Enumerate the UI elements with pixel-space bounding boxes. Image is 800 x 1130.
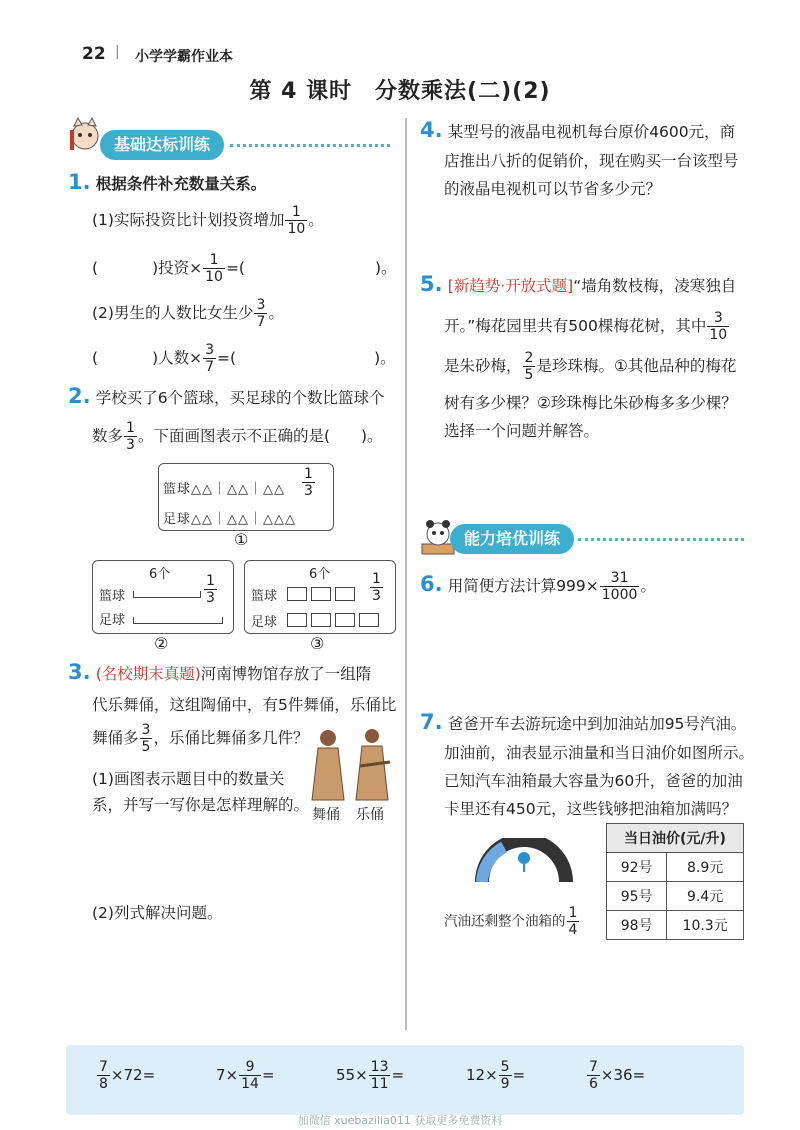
figurine-label-music: 乐俑	[356, 807, 384, 823]
fig3-box	[359, 613, 379, 627]
q5-tag: [新趋势·开放式题]	[447, 277, 574, 295]
table-cell: 9.4元	[667, 882, 744, 911]
calc-item	[586, 1059, 645, 1092]
fraction	[707, 310, 729, 343]
fig2-bar2	[133, 617, 223, 624]
section-basic-tag: 基础达标训练	[100, 130, 224, 160]
table-cell: 98号	[607, 911, 667, 940]
table-header: 当日油价(元/升)	[607, 824, 744, 853]
q2-line2b: 。下面画图表示不正确的是( )。	[137, 427, 383, 445]
q1-blank2[interactable]	[92, 342, 402, 375]
q7-number: 7.	[420, 710, 443, 734]
numerator: 1	[126, 420, 135, 436]
fig3-box	[311, 613, 331, 627]
blank-eq: =(	[225, 259, 245, 277]
denominator: 8	[99, 1076, 108, 1092]
q6-number: 6.	[420, 572, 443, 596]
calc-post: ×72=	[110, 1066, 156, 1084]
fraction	[302, 466, 315, 499]
blank-open: (	[92, 259, 99, 277]
fraction	[369, 1059, 391, 1092]
section-dots	[230, 144, 390, 147]
q2-line2	[92, 420, 383, 453]
denominator: 10	[709, 327, 728, 343]
q5-line3b: 是珍珠梅。①其他品种的梅花	[536, 357, 737, 375]
numerator: 2	[524, 350, 534, 366]
q1-part2-text: (2)男生的人数比女生少	[92, 304, 254, 322]
denominator: 11	[370, 1076, 389, 1092]
numerator: 1	[206, 573, 215, 589]
q2-number: 2.	[68, 384, 91, 408]
q3-line3b: ，乐俑比舞俑多几件？	[153, 729, 309, 747]
q3-tag: (名校期末真题)	[95, 665, 201, 683]
q5-line2	[444, 310, 730, 343]
footer-watermark: 加微信 xuebazilia011 获取更多免费资料	[297, 1114, 503, 1127]
q1-part1-text: (1)实际投资比计划投资增加	[92, 211, 285, 229]
blank-close: )。	[374, 349, 396, 367]
numerator: 3	[205, 342, 215, 358]
denominator: 1000	[601, 587, 638, 603]
fig2-row2: 足球	[99, 613, 126, 628]
q1-part1	[92, 204, 324, 237]
denominator: 14	[241, 1076, 259, 1092]
fig3-box	[287, 613, 307, 627]
q3-number: 3.	[68, 660, 91, 684]
blank-mid: )投资×	[152, 259, 203, 277]
table-cell: 95号	[607, 882, 667, 911]
q6-tail: 。	[640, 577, 656, 595]
q3-line2: 代乐舞俑，这组陶俑中，有5件舞俑，乐俑比	[92, 696, 397, 714]
q1-part2	[92, 297, 284, 330]
q2-figure2	[92, 560, 234, 634]
calc-pre: 55×	[336, 1066, 368, 1084]
fraction	[587, 1059, 600, 1092]
calc-item	[216, 1059, 275, 1092]
numerator: 3	[141, 722, 151, 738]
denominator: 7	[205, 359, 215, 375]
blank-open: (	[92, 349, 99, 367]
numerator: 13	[370, 1059, 389, 1075]
numerator: 1	[285, 204, 307, 221]
q5-line2a: 开。”梅花园里共有500棵梅花树，其中	[444, 317, 707, 335]
denominator: 5	[141, 739, 151, 755]
fraction	[203, 342, 216, 375]
blank-close: )。	[374, 259, 397, 277]
fig3-row2: 足球	[251, 615, 278, 630]
q1-number: 1.	[68, 170, 91, 194]
fig3-box	[311, 587, 331, 601]
fraction	[499, 1059, 512, 1092]
table-row	[607, 911, 744, 940]
q1-block	[68, 170, 266, 197]
fraction	[600, 570, 640, 603]
q6-block	[420, 570, 760, 603]
fraction	[97, 1059, 110, 1092]
q4-line2: 店推出八折的促销价，现在购买一台该型号	[444, 152, 739, 170]
numerator: 9	[239, 1059, 261, 1076]
q7-block	[420, 710, 760, 737]
numerator: 3	[707, 310, 729, 327]
fig3-label: ③	[310, 634, 325, 653]
denominator: 10	[287, 221, 306, 237]
q5-line3	[444, 350, 736, 383]
fraction	[370, 571, 383, 604]
calc-post: ×36=	[600, 1066, 646, 1084]
q3-part1b: 系，并写一写你是怎样理解的。	[92, 796, 310, 814]
table-cell: 92号	[607, 853, 667, 882]
numerator: 1	[304, 466, 313, 482]
q3-part1a: (1)画图表示题目中的数量关	[92, 770, 285, 788]
calc-item	[96, 1059, 155, 1092]
q4-block	[420, 118, 760, 145]
q4-line1: 某型号的液晶电视机每台原价4600元，商	[447, 123, 736, 141]
q1-part2-tail: 。	[268, 304, 284, 322]
blank-eq: =(	[217, 349, 237, 367]
fraction	[567, 905, 580, 938]
q5-block	[420, 272, 760, 299]
fig3-box	[287, 587, 307, 601]
denominator: 4	[568, 922, 578, 938]
denominator: 3	[126, 437, 135, 453]
section-dots	[578, 538, 744, 541]
denominator: 3	[304, 483, 313, 499]
gauge-caption-text: 汽油还剩整个油箱的	[444, 913, 566, 930]
q5-line4: 树有多少棵？②珍珠梅比朱砂梅多多少棵？	[444, 394, 737, 412]
numerator: 5	[500, 1059, 510, 1075]
q2-block	[68, 384, 398, 411]
page-title: 第 4 课时 分数乘法(二)(2)	[249, 79, 551, 104]
fig2-row1: 篮球	[99, 589, 126, 604]
numerator: 3	[256, 297, 266, 313]
calculation-bar	[66, 1045, 744, 1115]
q3-line3	[92, 722, 308, 755]
denominator: 6	[589, 1076, 598, 1092]
table-header-row	[607, 824, 744, 853]
q1-blank1[interactable]	[92, 252, 402, 285]
fraction	[140, 722, 153, 755]
blank-mid: )人数×	[152, 349, 203, 367]
fraction	[124, 420, 137, 453]
denominator: 5	[524, 367, 534, 383]
fraction	[285, 204, 307, 237]
denominator: 9	[500, 1076, 510, 1092]
fraction	[254, 297, 267, 330]
fig3-box	[335, 587, 355, 601]
q1-part1-tail: 。	[308, 211, 324, 229]
q3-line1: 河南博物馆存放了一组隋	[200, 665, 372, 683]
column-divider	[405, 118, 407, 1030]
fig2-count: 6个	[149, 567, 171, 582]
q7-line4: 卡里还有450元，这些钱够把油箱加满吗？	[444, 800, 738, 818]
book-title: 小学学霸作业本	[135, 49, 233, 65]
fig1-row1: 篮球△△｜△△｜△△	[163, 482, 285, 497]
table-cell: 10.3元	[667, 911, 744, 940]
q3-block	[68, 660, 398, 687]
numerator: 7	[99, 1059, 108, 1075]
q6-text: 用简便方法计算999×	[447, 577, 599, 595]
figurines-icon	[306, 726, 396, 804]
denominator: 3	[372, 588, 381, 604]
page-number: 22	[82, 44, 106, 64]
calc-item	[336, 1059, 404, 1092]
section-advanced-tag: 能力培优训练	[450, 524, 574, 554]
table-row	[607, 853, 744, 882]
cat-mascot-icon	[68, 116, 102, 156]
calc-item	[466, 1059, 525, 1092]
fraction	[239, 1059, 261, 1092]
q2-figure3	[244, 560, 396, 634]
denominator: 7	[256, 314, 266, 330]
figurine-label-dance: 舞俑	[312, 807, 340, 823]
denominator: 10	[205, 269, 223, 285]
q5-number: 5.	[420, 272, 443, 296]
fraction	[204, 573, 217, 606]
q7-line1: 爸爸开车去游玩途中到加油站加95号汽油。	[447, 715, 747, 733]
fig3-box	[335, 613, 355, 627]
numerator: 1	[568, 905, 578, 921]
q1-text: 根据条件补充数量关系。	[95, 175, 267, 193]
gauge-caption	[444, 905, 580, 938]
q5-line3a: 是朱砂梅，	[444, 357, 522, 375]
fig1-row2: 足球△△｜△△｜△△△	[163, 512, 296, 527]
table-cell: 8.9元	[667, 853, 744, 882]
table-row	[607, 882, 744, 911]
calc-post: =	[261, 1066, 275, 1084]
numerator: 1	[203, 252, 225, 269]
q2-figure1	[158, 463, 334, 531]
q3-line3a: 舞俑多	[92, 729, 139, 747]
fig3-row1: 篮球	[251, 589, 278, 604]
fig1-label: ①	[234, 530, 249, 549]
denominator: 3	[206, 590, 215, 606]
calc-post: =	[512, 1066, 526, 1084]
q4-line3: 的液晶电视机可以节省多少元？	[444, 180, 662, 198]
fuel-gauge-icon	[474, 838, 574, 898]
fig2-bar1	[133, 591, 201, 598]
numerator: 31	[600, 570, 640, 587]
q4-number: 4.	[420, 118, 443, 142]
q2-line1: 学校买了6个篮球，买足球的个数比篮球个	[95, 389, 385, 407]
q7-line2: 加油前，油表显示油量和当日油价如图所示。	[444, 744, 755, 762]
calc-pre: 12×	[466, 1066, 498, 1084]
q3-part2: (2)列式解决问题。	[92, 904, 223, 922]
fig2-label: ②	[154, 634, 169, 653]
calc-pre: 7×	[216, 1066, 239, 1084]
q5-line5: 选择一个问题并解答。	[444, 422, 600, 440]
fraction	[203, 252, 225, 285]
q7-line3: 已知汽车油箱最大容量为60升，爸爸的加油	[444, 772, 743, 790]
header-separator: |	[115, 44, 120, 60]
oil-price-table	[606, 823, 744, 940]
q2-line2a: 数多	[92, 427, 124, 445]
fig3-count: 6个	[309, 567, 331, 582]
numerator: 1	[372, 571, 381, 587]
fraction	[523, 350, 536, 383]
numerator: 7	[589, 1059, 598, 1075]
calc-post: =	[391, 1066, 405, 1084]
q5-line1: “墙角数枝梅，凌寒独自	[573, 277, 737, 295]
